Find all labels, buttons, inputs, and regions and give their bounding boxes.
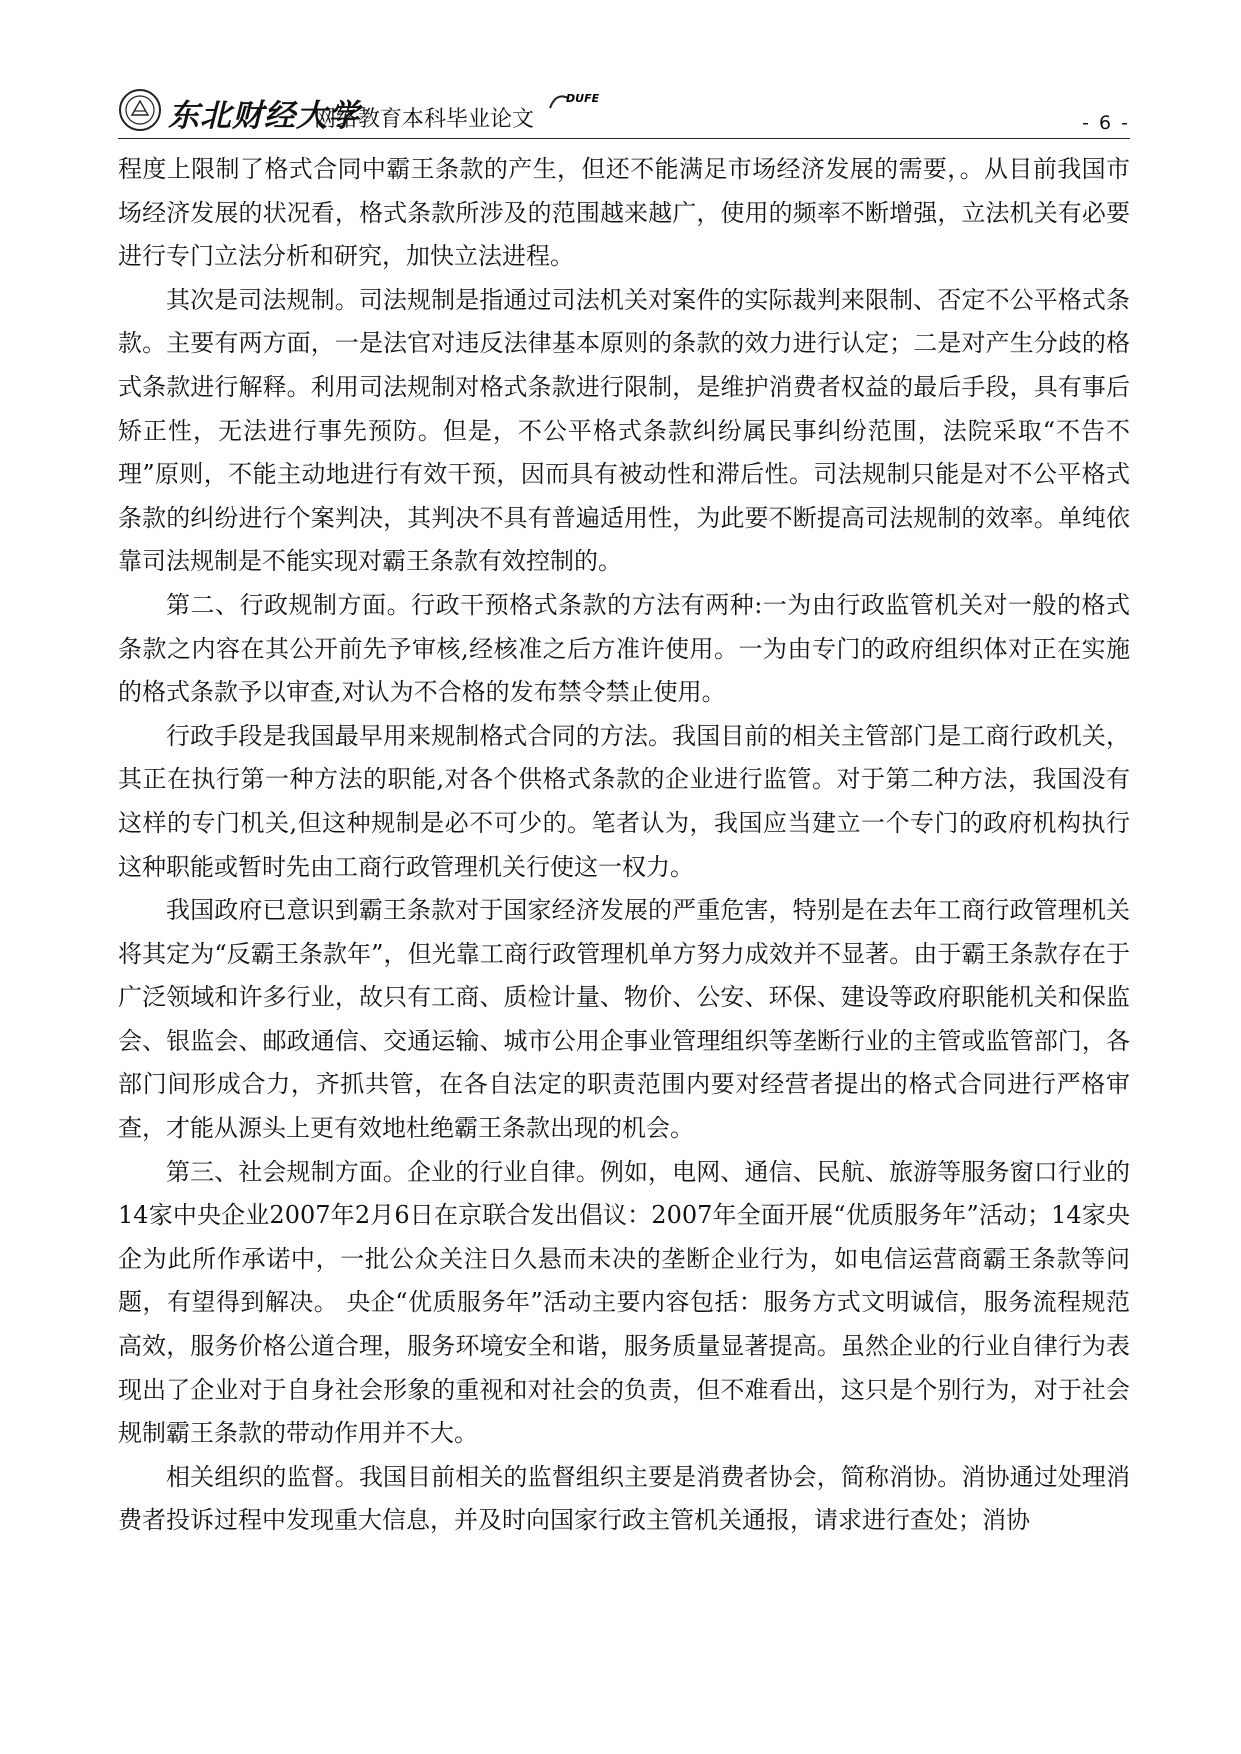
paragraph: 第三、社会规制方面。企业的行业自律。例如，电网、通信、民航、旅游等服务窗口行业的14家中央企业2007年2月6日在京联合发出倡议：2007年全面开展“优质服务年”活动；14家央企为此所作承诺中，一批公众关注日久悬而未决的垄断企业行为，如电信运营商霸王条款等问题，有望得到解决。 央企“优质服务年”活动主要内容包括：服务方式文明诚信，服务流程规范高效，服务价格公道合理，服务环境安全和谐，服务质量显著提高。虽然企业的行业自律行为表现出了企业对于自身社会形象的重视和对社会的负责，但不难看出，这只是个别行为，对于社会规制霸王条款的带动作用并不大。 (118, 1157, 1130, 1448)
paragraph: 程度上限制了格式合同中霸王条款的产生，但还不能满足市场经济发展的需要，。从目前我国市场经济发展的状况看，格式条款所涉及的范围越来越广，使用的频率不断增强，立法机关有必要进行专门立法分析和研究，加快立法进程。 (118, 155, 1130, 271)
university-name: 东北财经大学 (168, 98, 360, 134)
paragraph: 我国政府已意识到霸王条款对于国家经济发展的严重危害，特别是在去年工商行政管理机关将其定为“反霸王条款年”，但光靠工商行政管理机单方努力成效并不显著。由于霸王条款存在于广泛领域和许多行业，故只有工商、质检计量、物价、公安、环保、建设等政府职能机关和保监会、银监会、邮政通信、交通运输、城市公用企事业管理组织等垄断行业的主管或监管部门，各部门间形成合力，齐抓共管，在各自法定的职责范围内要对经营者提出的格式合同进行严格审查，才能从源头上更有效地杜绝霸王条款出现的机会。 (118, 896, 1130, 1143)
svg-text:DUFE: DUFE (566, 92, 600, 105)
dufe-logo-icon (546, 88, 610, 114)
paragraph: 其次是司法规制。司法规制是指通过司法机关对案件的实际裁判来限制、否定不公平格式条款。主要有两方面，一是法官对违反法律基本原则的条款的效力进行认定；二是对产生分歧的格式条款进行解释。利用司法规制对格式条款进行限制，是维护消费者权益的最后手段，具有事后矫正性，无法进行事先预防。但是，不公平格式条款纠纷属民事纠纷范围，法院采取“不告不理”原则，不能主动地进行有效干预，因而具有被动性和滞后性。司法规制只能是对不公平格式条款的纠纷进行个案判决，其判决不具有普遍适用性，为此要不断提高司法规制的效率。单纯依靠司法规制是不能实现对霸王条款有效控制的。 (118, 285, 1130, 576)
page-number: - 6 - (1082, 112, 1130, 134)
paragraph: 第二、行政规制方面。行政干预格式条款的方法有两种:一为由行政监管机关对一般的格式条款之内容在其公开前先予审核,经核准之后方准许使用。一为由专门的政府组织体对正在实施的格式条款予以审查,对认为不合格的发布禁令禁止使用。 (118, 590, 1130, 707)
paragraph: 相关组织的监督。我国目前相关的监督组织主要是消费者协会，简称消协。消协通过处理消费者投诉过程中发现重大信息，并及时向国家行政主管机关通报，请求进行查处；消协 (118, 1462, 1130, 1535)
page-header (118, 88, 1130, 140)
document-subtitle: 网络教育本科毕业论文 (314, 107, 535, 132)
university-seal-icon (118, 88, 162, 132)
body-text (118, 148, 1130, 1543)
paragraph: 行政手段是我国最早用来规制格式合同的方法。我国目前的相关主管部门是工商行政机关，其正在执行第一种方法的职能,对各个供格式条款的企业进行监管。对于第二种方法，我国没有这样的专门机关,但这种规制是必不可少的。笔者认为，我国应当建立一个专门的政府机构执行这种职能或暂时先由工商行政管理机关行使这一权力。 (118, 721, 1130, 881)
header-divider (118, 138, 1130, 139)
